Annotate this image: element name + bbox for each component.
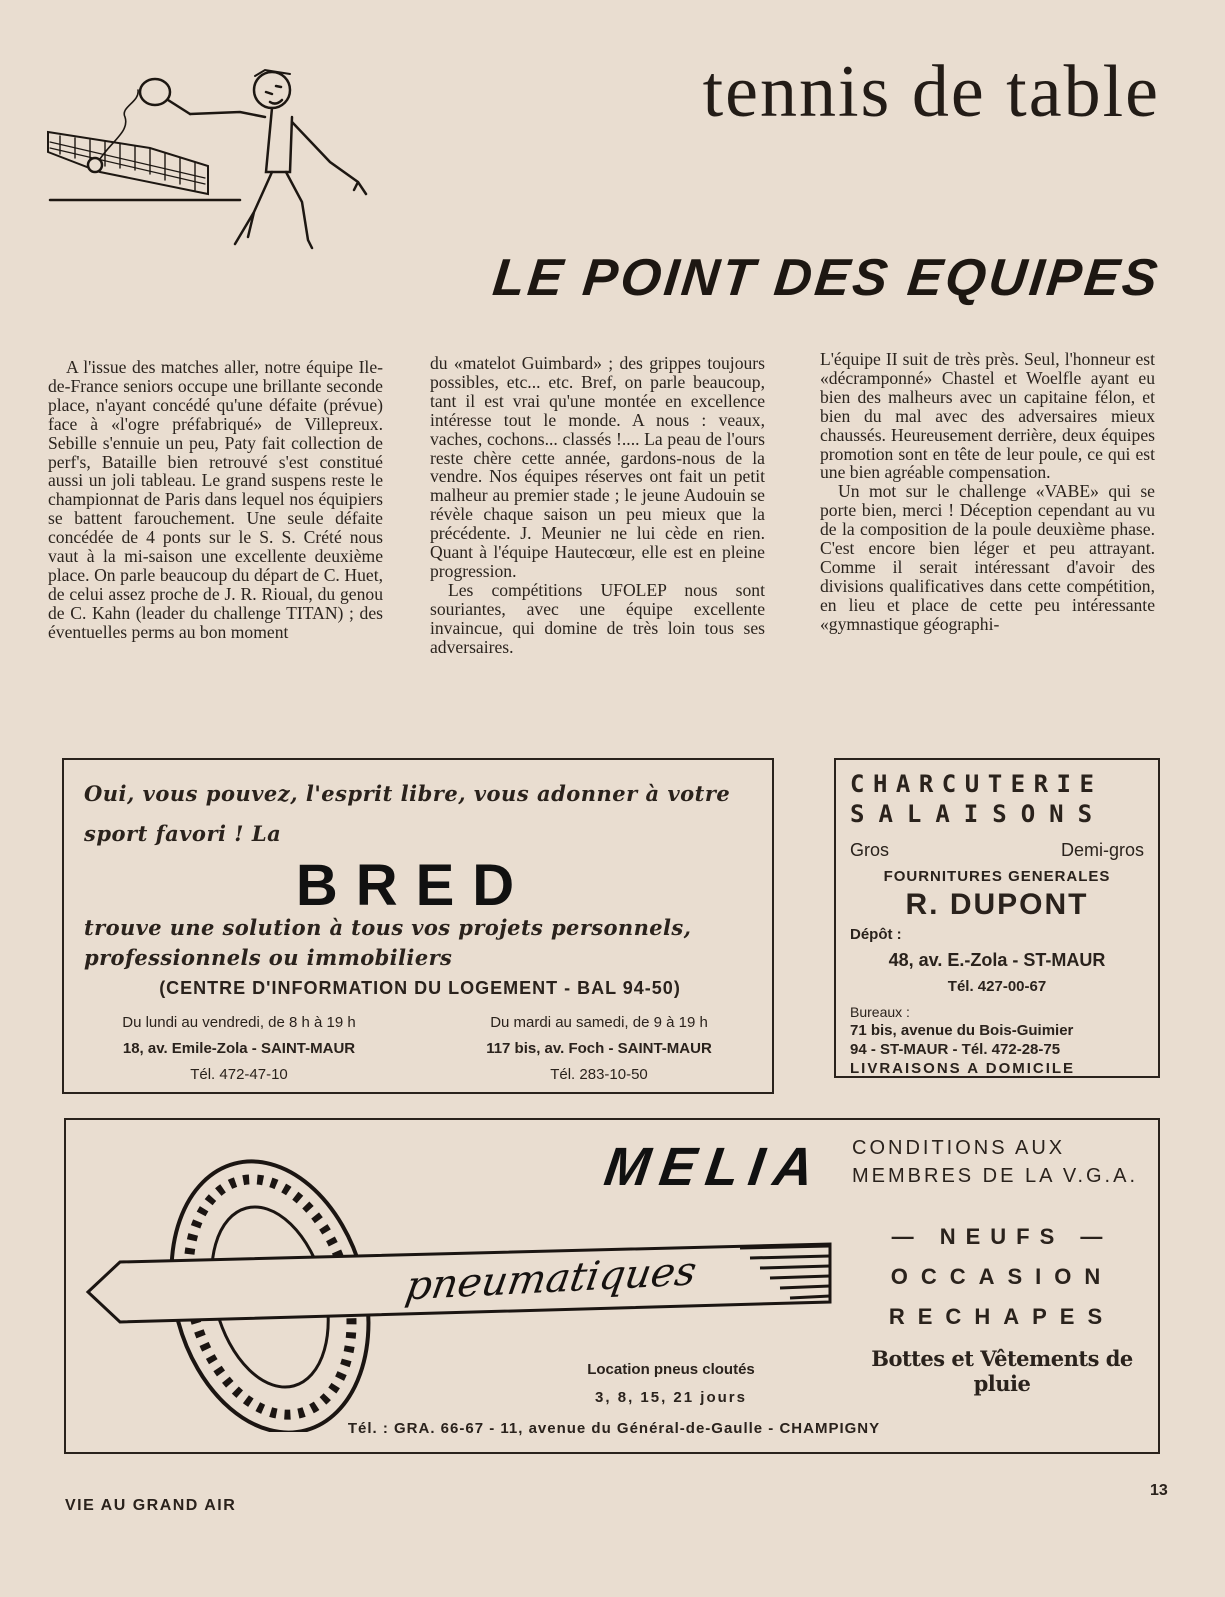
bred-slogan: Oui, vous pouvez, l'esprit libre, vous adonner à votre sport favori ! La	[84, 781, 731, 846]
bred-address: 18, av. Emile-Zola - SAINT-MAUR	[122, 1040, 356, 1057]
article-paragraph: du «matelot Guimbard» ; des grippes toujours possibles, etc... etc. Bref, on parle beaucoup, tant il est vrai qu'une montée en excellence intéresse tout le monde. A nous : veaux, vaches, cochons... classés !.... La peau de l'ours reste chère cette année, gardons-nous de la vendre. Nos équipes réserves ont fait un petit malheur au premier stade ; le jeune Audouin se révèle chaque saison un peu mieux que la précédente. J. Meunier ne lui cède en rien. Quant à l'équipe Hautecœur, elle est en pleine progression.	[430, 353, 765, 581]
dupont-depot-phone: Tél. 427-00-67	[947, 978, 1047, 995]
dupont-gros: Gros	[850, 840, 890, 860]
melia-location	[546, 1356, 796, 1412]
melia-contact: Tél. : GRA. 66-67 - 11, avenue du Général-de-Gaulle - CHAMPIGNY	[347, 1420, 881, 1437]
dupont-depot-address: 48, av. E.-Zola - ST-MAUR	[888, 950, 1106, 970]
dupont-bureaux-label: Bureaux :	[850, 1004, 910, 1020]
page-title: tennis de table	[702, 51, 1160, 133]
dupont-bureaux-phone: 94 - ST-MAUR - Tél. 472-28-75	[850, 1041, 1061, 1058]
bred-advertisement	[62, 758, 774, 1094]
melia-neufs: — NEUFS —	[891, 1224, 1113, 1249]
melia-occasion: OCCASION	[890, 1264, 1114, 1289]
dupont-advertisement	[834, 758, 1160, 1078]
melia-bottes: Bottes et Vêtements de pluie	[871, 1346, 1133, 1396]
article-paragraph: Les compétitions UFOLEP nous sont souriantes, avec une équipe excellente invaincue, qui domine de très loin tous ses adversaires.	[430, 579, 765, 657]
bred-branch-left	[74, 1010, 404, 1088]
bred-branch-right	[434, 1010, 764, 1088]
article-paragraph: A l'issue des matches aller, notre équipe Ile-de-France seniors occupe une brillante seconde place, n'ayant concédé qu'une défaite (prévue) face à «l'ogre préfabriqué» de Villepreux. Sebille s'ennuie un peu, Paty fait collection de perf's, Bataille bien retrouvé s'est constitué aussi un joli tableau. Le grand suspens reste le championnat de Paris dans lequel nos équipiers se battent farouchement. Une seule défaite concédée de 4 ponts sur le S. S. Crété nous vaut à la mi-saison une excellente deuxième place. On parle beaucoup du départ de C. Huet, de celui assez proche de J. R. Rioual, du genou de C. Kahn (leader du challenge TITAN) ; des éventuelles perms au bon moment	[48, 357, 383, 642]
dupont-charcuterie: CHARCUTERIE	[850, 770, 1103, 798]
bred-phone: Tél. 283-10-50	[550, 1066, 648, 1083]
bred-phone: Tél. 472-47-10	[190, 1066, 288, 1083]
bred-hours: Du lundi au vendredi, de 8 h à 19 h	[122, 1014, 356, 1031]
article-column-3	[820, 350, 1155, 730]
article-paragraph: Un mot sur le challenge «VABE» qui se porte bien, merci ! Déception cependant au vu de la composition de la poule deuxième phase. C'est encore bien léger et peu attrayant. Comme il serait intéressant d'avoir des divisions qualificatives dans cette compétition, en lieu et place de cette peu intéressante «gymnastique géographi-	[820, 481, 1155, 634]
page-number: 13	[1150, 1482, 1168, 1499]
magazine-name: VIE AU GRAND AIR	[65, 1497, 237, 1514]
article-column-1	[48, 358, 383, 738]
melia-advertisement	[64, 1118, 1160, 1454]
section-heading: LE POINT DES EQUIPES	[490, 249, 1164, 307]
melia-rechapes: RECHAPES	[888, 1304, 1116, 1329]
dupont-bureaux-address: 71 bis, avenue du Bois-Guimier	[850, 1022, 1074, 1039]
article-paragraph: L'équipe II suit de très près. Seul, l'honneur est «décramponné» Chastel et Woelfle ayant eu bien des malheurs avec un capitaine félon, et bien du mal avec des adversaires mieux chaussés. Heureusement derrière, deux équipes promotion sont en tête de leur poule, ce qui est une bien agréable compensation.	[820, 349, 1155, 483]
dupont-fournitures: FOURNITURES GENERALES	[883, 868, 1111, 885]
bred-center-info: (CENTRE D'INFORMATION DU LOGEMENT - BAL 94-50)	[159, 978, 681, 998]
melia-logo: MELIA	[600, 1137, 828, 1197]
bred-tagline: trouve une solution à tous vos projets personnels, professionnels ou immobiliers	[84, 915, 692, 970]
article-column-2	[430, 354, 765, 734]
melia-location-days: 3, 8, 15, 21 jours	[595, 1389, 747, 1406]
bred-hours: Du mardi au samedi, de 9 à 19 h	[490, 1014, 708, 1031]
dupont-demi-gros: Demi-gros	[1060, 840, 1144, 860]
melia-conditions: CONDITIONS AUX MEMBRES DE LA V.G.A.	[852, 1137, 1139, 1187]
dupont-name: R. DUPONT	[905, 888, 1089, 921]
ping-pong-player-illustration	[40, 62, 380, 272]
bred-logo: BRED	[295, 853, 533, 918]
dupont-depot-label: Dépôt :	[850, 926, 902, 943]
melia-product: pneumatiques	[402, 1248, 700, 1310]
dupont-livraisons: LIVRAISONS A DOMICILE	[850, 1060, 1076, 1077]
dupont-salaisons: SALAISONS	[850, 800, 1107, 828]
melia-location-text: Location pneus cloutés	[587, 1361, 755, 1378]
bred-address: 117 bis, av. Foch - SAINT-MAUR	[486, 1040, 712, 1057]
